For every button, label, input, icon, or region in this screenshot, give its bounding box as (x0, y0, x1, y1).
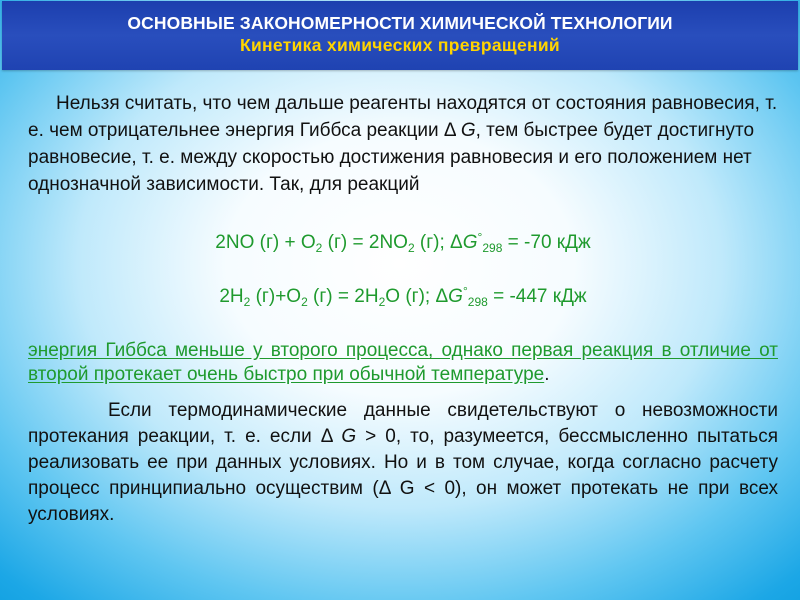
slide-content (28, 90, 778, 528)
eq2-temperature-sub: 298 (467, 295, 488, 309)
eq1-sub-b: 2 (407, 241, 415, 255)
thermo-gibbs-symbol: G (341, 426, 357, 447)
eq2-sub-b: 2 (301, 295, 308, 309)
slide-subtitle: Кинетика химических превращений (240, 35, 560, 55)
eq1-part-b: (г) = 2NO (322, 232, 408, 253)
eq2-part-d: O (г); Δ (385, 286, 449, 307)
eq1-part-d: = -70 кДж (502, 232, 591, 253)
conclusion-paragraph (28, 339, 778, 387)
eq2-part-e: = -447 кДж (487, 286, 587, 307)
eq2-gibbs-symbol: G (448, 286, 463, 307)
conclusion-highlight: энергия Гиббса меньше у второго процесса, однако первая реакция в отличие от второй протекает очень быстро при обычной температуре (28, 340, 778, 385)
eq1-part-a: 2NO (г) + O (215, 232, 316, 253)
intro-paragraph (28, 90, 778, 198)
eq1-standard-sup: ° (477, 230, 483, 244)
intro-text-end: , тем быстрее будет достигнуто равновесие, т. е. между скоростью достижения равновесия и его положением нет однозначной зависимости. Так, для реакций (28, 120, 755, 195)
eq2-part-a: 2H (219, 286, 244, 307)
eq1-part-c: (г); Δ (414, 232, 463, 253)
conclusion-end: . (544, 364, 550, 385)
eq1-temperature-sub: 298 (482, 241, 503, 255)
intro-gibbs-symbol: G (460, 120, 476, 141)
slide-title: ОСНОВНЫЕ ЗАКОНОМЕРНОСТИ ХИМИЧЕСКОЙ ТЕХНОЛОГИИ (127, 13, 673, 33)
thermodynamics-paragraph (28, 398, 778, 528)
thermo-text-start: Если термодинамические данные свидетельствуют о невозможности протекания реакции, т. е. если Δ (28, 400, 778, 447)
thermo-text-end: > 0, то, разумеется, бессмысленно пытаться реализовать ее при данных условиях. Но и в том случае, когда согласно расчету процесс принципиально осуществим (Δ G < 0), он может протекать не при всех условиях. (28, 426, 778, 525)
eq2-part-b: (г)+O (250, 286, 302, 307)
eq2-part-c: (г) = 2H (307, 286, 379, 307)
equation-no-oxidation (28, 231, 778, 255)
equation-h2-oxidation (28, 285, 778, 309)
intro-text-start: Нельзя считать, что чем дальше реагенты находятся от состояния равновесия, т. е. чем отрицательнее энергия Гиббса реакции Δ (28, 93, 778, 141)
eq2-sub-a: 2 (243, 295, 251, 309)
eq1-sub-a: 2 (315, 241, 323, 255)
eq2-sub-c: 2 (378, 295, 386, 309)
slide-header (2, 1, 798, 70)
eq1-gibbs-symbol: G (462, 232, 478, 253)
eq2-standard-sup: ° (462, 284, 468, 298)
